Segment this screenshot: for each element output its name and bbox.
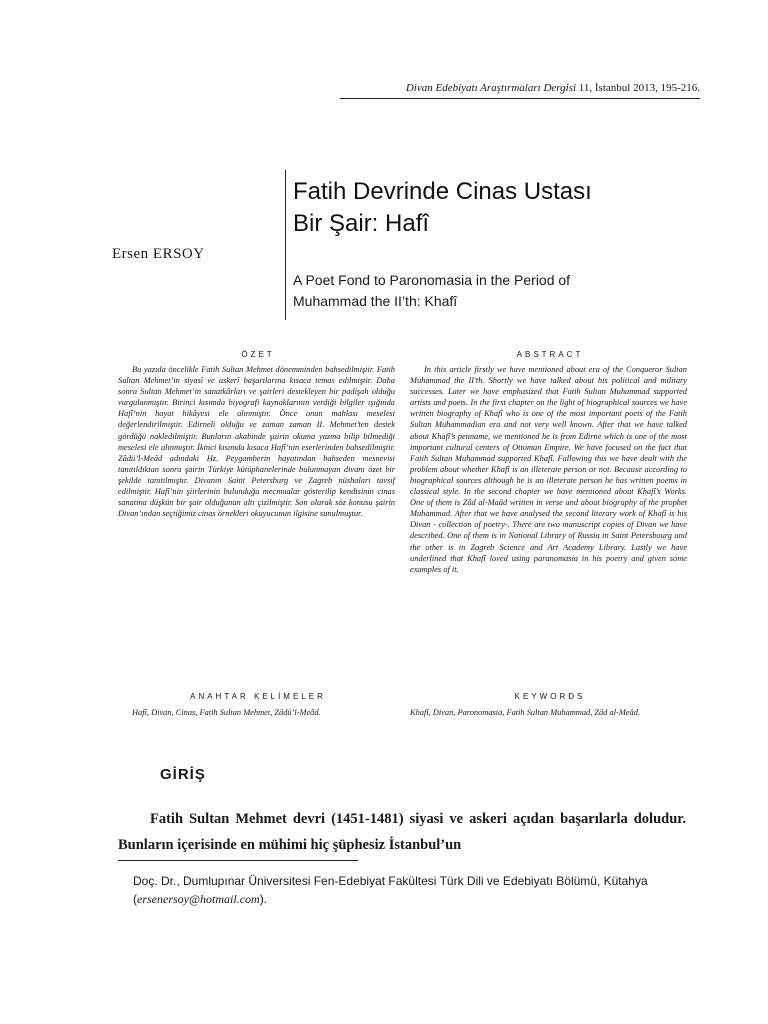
keywords-tr-text: Hafî, Divan, Cinas, Fatih Sultan Mehmet, Zâdü’l-Meâd.: [132, 708, 321, 717]
footnote-rule: [118, 860, 358, 861]
keywords-tr: [118, 707, 395, 718]
ozet-heading: ÖZET: [241, 350, 275, 359]
section-heading: GİRİŞ: [160, 766, 206, 783]
keywords-en-text: Khafî, Divan, Paronomasia, Fatih Sultan Muhammad, Zâd al-Meâd.: [410, 708, 640, 717]
article-subtitle: [293, 270, 713, 312]
keywords-tr-heading: ANAHTAR KELİMELER: [190, 692, 326, 701]
abstract-text: In this article firstly we have mentioned about era of the Conqueror Sultan Muhammad the II’th. Shortly we have talked about his political and military successes. Later we have emphasized that Fatih Sultan Muhammad supported artists and poets. In the first chapter on the light of biographical sources we have written biography of Khafî who is one of the most important poets of the Fatih Sultan Muhammadian era and not very well known. After that we have talked about Khafî’s penname, we mentioned he is from Edirne which is one of the most important cultural centers of Ottoman Empire. We have focused on the fact that Fatih Sultan Muhammad supported Khafî. Fallowing this we have dealt with the problem about whether Khafî is an illeterate person or not. Because according to biographical sources although he is an illeterate person he has written poems in classical style. In the second chapter we have mentioned about Khafî’s Works. One of them is Zâd al-Maâd written in verse and about biography of the prophet Muhammad. After that we have analysed the second literary work of Khafî is his Divan - collection of poetry-. There are two manuscript copies of Divan we have described. One of them is in National Library of Russia in Saint Petersbourg and the other is in Zagreb Science and Art Academy Library. Lastly we have underlined that Khafî loved using paranomasia in his poetry and given some examples of it.: [410, 365, 687, 574]
title-line-2: Bir Şair: Hafî: [293, 210, 430, 237]
title-line-1: Fatih Devrinde Cinas Ustası: [293, 178, 592, 205]
journal-issue: 11, İstanbul 2013, 195-216.: [578, 82, 700, 94]
author-email[interactable]: ersenersoy@hotmail.com: [137, 892, 260, 906]
footnote: [133, 872, 693, 908]
subtitle-line-1: A Poet Fond to Paronomasia in the Period of: [293, 272, 571, 288]
ozet-text: Bu yazıda öncelikle Fatih Sultan Mehmet dönemminden bahsedilmiştir. Fatih Sultan Mehmet’in siyasî ve askerî başarılarına kısaca temas edilmiştir. Daha sonra Sultan Mehmet’in sanatkârları ve şairleri destekleyen bir padişah olduğu vurgulanmıştır. Birinci kısımda biyografi kaynaklarının verdiği bilgiler ışığında Hafî’nin hayat hikâyesi ele alınmıştır. Önce onun mahlası meselesi değerlendirilmiştir. Edirneli olduğu ve zaman zaman II. Mehmet’ten destek gördüğü nakledilmiştir. Bunların akabinde şairin okuma yazma bilip bilmediği meselesi ele alınmıştır. İkinci kısımda kısaca Hafî’nin eserlerinden bahsedilmiştir. Zâdü’l-Meâd adındaki Hz. Peygamberin hayatından bahseden mesnevisi tanıtıldıktan sonra şairin Türkiye kütüphanelerinde bulunmayan divanı özet bir şekilde tanıtılmıştır. Divanın Saint Petersburg ve Zagreb nüshaları tavsif edilmiştir. Hafî’nin şiirlerinin bulunduğu mecmualar gösterilip kendisinin cinas sanatına düşkün bir şair olduğunun altı çizilmiştir. Son olarak söz konusu şairin Divan’ından seçtiğimiz cinas örnekleri okuyucunun ilgisine sunulmuştur.: [118, 365, 395, 519]
abstract-column: [410, 364, 687, 575]
header-rule: [340, 98, 700, 99]
ozet-column: [118, 364, 395, 519]
footnote-end: ).: [259, 892, 268, 906]
keywords-en: [410, 707, 687, 718]
title-divider: [285, 170, 286, 320]
abstract-heading: ABSTRACT: [516, 350, 584, 359]
body-paragraph: [118, 806, 686, 858]
article-title: [293, 176, 713, 240]
subtitle-line-2: Muhammad the II’th: Khafî: [293, 293, 458, 309]
journal-citation: [360, 82, 700, 94]
author-name: Ersen ERSOY: [112, 246, 205, 262]
footnote-affiliation: Doç. Dr., Dumlupınar Üniversitesi Fen-Edebiyat Fakültesi Türk Dili ve Edebiyatı Bölümü, Kütahya (: [133, 874, 648, 906]
intro-paragraph: Fatih Sultan Mehmet devri (1451-1481) siyasi ve askeri açıdan başarılarla doludur. Bunların içerisinde en mühimi hiç şüphesiz İstanbul’un: [118, 811, 686, 853]
keywords-en-heading: KEYWORDS: [514, 692, 586, 701]
journal-name: Divan Edebiyatı Araştırmaları Dergisi: [405, 82, 577, 94]
